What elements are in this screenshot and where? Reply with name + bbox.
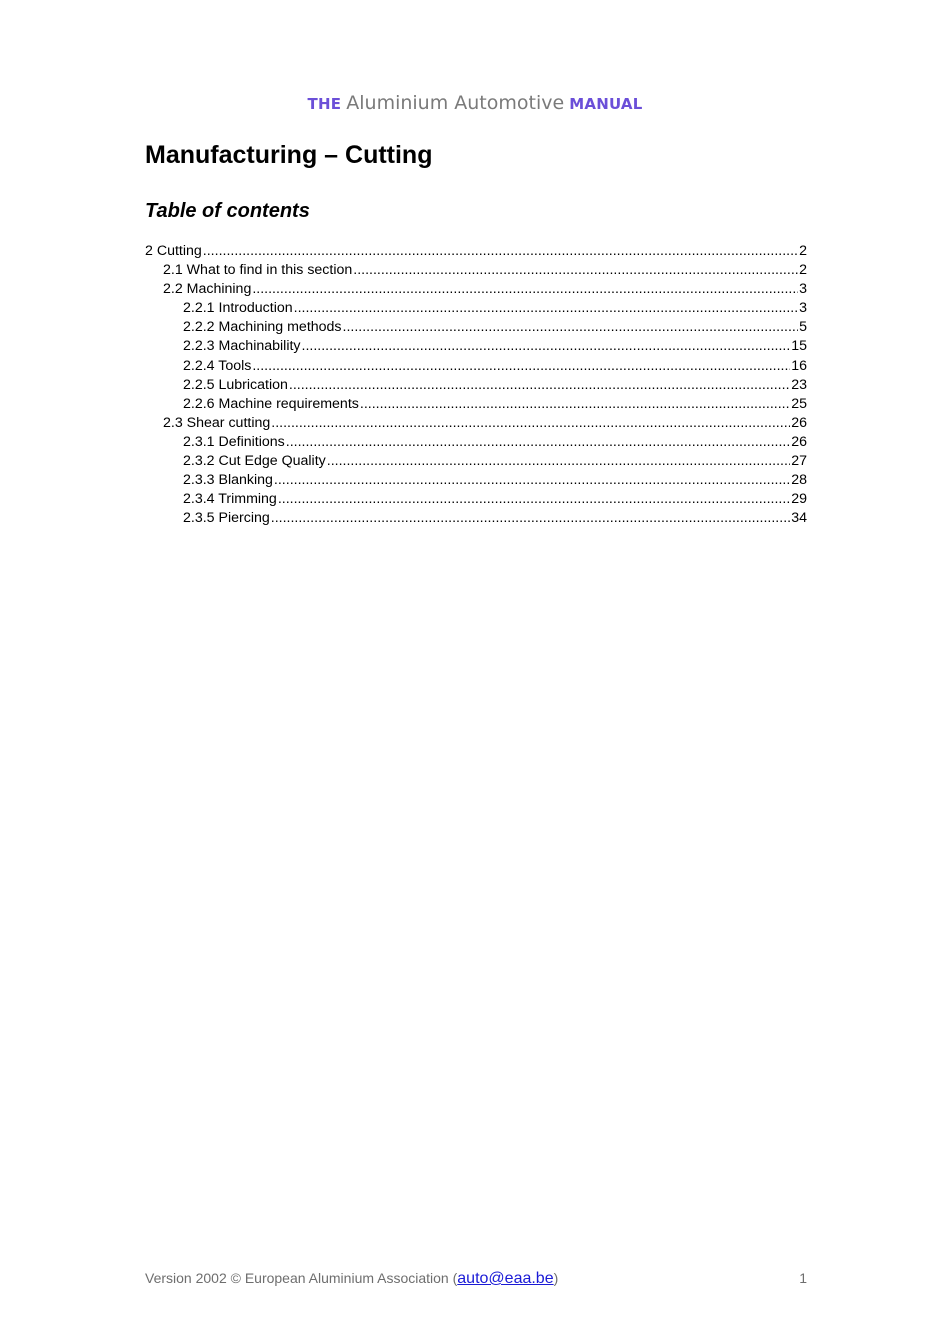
- toc-dot-leader: [203, 242, 798, 261]
- document-title: Manufacturing – Cutting: [145, 141, 433, 169]
- toc-dot-leader: [286, 433, 790, 452]
- toc-dot-leader: [274, 471, 790, 490]
- table-of-contents: [145, 242, 807, 528]
- toc-entry-label: 2.3 Shear cutting: [163, 414, 271, 431]
- toc-dot-leader: [252, 357, 790, 376]
- toc-entry-label: 2.2.6 Machine requirements: [183, 395, 359, 412]
- toc-entry[interactable]: [145, 318, 807, 337]
- toc-entry[interactable]: [145, 509, 807, 528]
- toc-entry[interactable]: [145, 452, 807, 471]
- toc-entry-label: 2.2 Machining: [163, 281, 252, 298]
- header-main: Aluminium Automotive: [346, 92, 565, 114]
- toc-dot-leader: [353, 261, 798, 280]
- toc-entry-label: 2.2.3 Machinability: [183, 338, 301, 355]
- toc-entry-label: 2.2.1 Introduction: [183, 300, 293, 317]
- toc-entry[interactable]: [145, 357, 807, 376]
- toc-dot-leader: [302, 337, 791, 356]
- toc-entry-label: 2.3.1 Definitions: [183, 433, 285, 450]
- toc-entry-page: 34: [791, 510, 807, 527]
- header-prefix: THE: [307, 95, 342, 113]
- toc-entry-page: 3: [799, 281, 807, 298]
- toc-dot-leader: [252, 280, 798, 299]
- toc-dot-leader: [343, 318, 799, 337]
- toc-entry[interactable]: [145, 280, 807, 299]
- toc-entry-page: 26: [791, 414, 807, 431]
- toc-entry-page: 3: [799, 300, 807, 317]
- toc-entry-page: 15: [791, 338, 807, 355]
- toc-entry-page: 16: [791, 357, 807, 374]
- toc-entry[interactable]: [145, 471, 807, 490]
- toc-entry-label: 2.3.2 Cut Edge Quality: [183, 453, 326, 470]
- toc-dot-leader: [360, 395, 790, 414]
- footer-page-number: 1: [799, 1270, 807, 1286]
- toc-entry-label: 2.3.3 Blanking: [183, 472, 273, 489]
- toc-entry-page: 29: [791, 491, 807, 508]
- toc-entry[interactable]: [145, 414, 807, 433]
- running-header: [0, 92, 950, 114]
- toc-entry[interactable]: [145, 337, 807, 356]
- toc-entry-page: 2: [799, 243, 807, 259]
- toc-entry[interactable]: [145, 376, 807, 395]
- toc-entry[interactable]: [145, 395, 807, 414]
- toc-entry-label: 2.2.2 Machining methods: [183, 319, 342, 336]
- toc-entry[interactable]: [145, 299, 807, 318]
- toc-entry-label: 2.3.5 Piercing: [183, 510, 270, 527]
- toc-entry-page: 27: [791, 453, 807, 470]
- header-suffix: MANUAL: [569, 95, 643, 113]
- toc-entry-label: 2 Cutting: [145, 243, 202, 259]
- toc-entry[interactable]: [145, 261, 807, 280]
- toc-entry-page: 26: [791, 433, 807, 450]
- toc-entry[interactable]: [145, 433, 807, 452]
- toc-dot-leader: [289, 376, 790, 395]
- toc-entry-page: 2: [799, 262, 807, 279]
- toc-entry-page: 5: [799, 319, 807, 336]
- toc-entry-page: 28: [791, 472, 807, 489]
- toc-entry-label: 2.2.4 Tools: [183, 357, 252, 374]
- toc-dot-leader: [327, 452, 790, 471]
- toc-entry-label: 2.2.5 Lubrication: [183, 376, 288, 393]
- toc-dot-leader: [271, 509, 790, 528]
- footer-close-paren: ): [553, 1270, 559, 1286]
- toc-dot-leader: [294, 299, 798, 318]
- footer-email-link[interactable]: auto@eaa.be: [457, 1270, 554, 1287]
- toc-entry[interactable]: [145, 490, 807, 509]
- toc-entry-label: 2.3.4 Trimming: [183, 491, 277, 508]
- toc-entry[interactable]: [145, 242, 807, 261]
- page-footer: [145, 1270, 807, 1288]
- toc-dot-leader: [271, 414, 790, 433]
- toc-entry-label: 2.1 What to find in this section: [163, 262, 353, 279]
- toc-entry-page: 25: [791, 395, 807, 412]
- toc-entry-page: 23: [791, 376, 807, 393]
- footer-copyright: Version 2002 © European Aluminium Association (: [145, 1270, 458, 1286]
- toc-dot-leader: [278, 490, 790, 509]
- toc-heading: Table of contents: [145, 200, 310, 222]
